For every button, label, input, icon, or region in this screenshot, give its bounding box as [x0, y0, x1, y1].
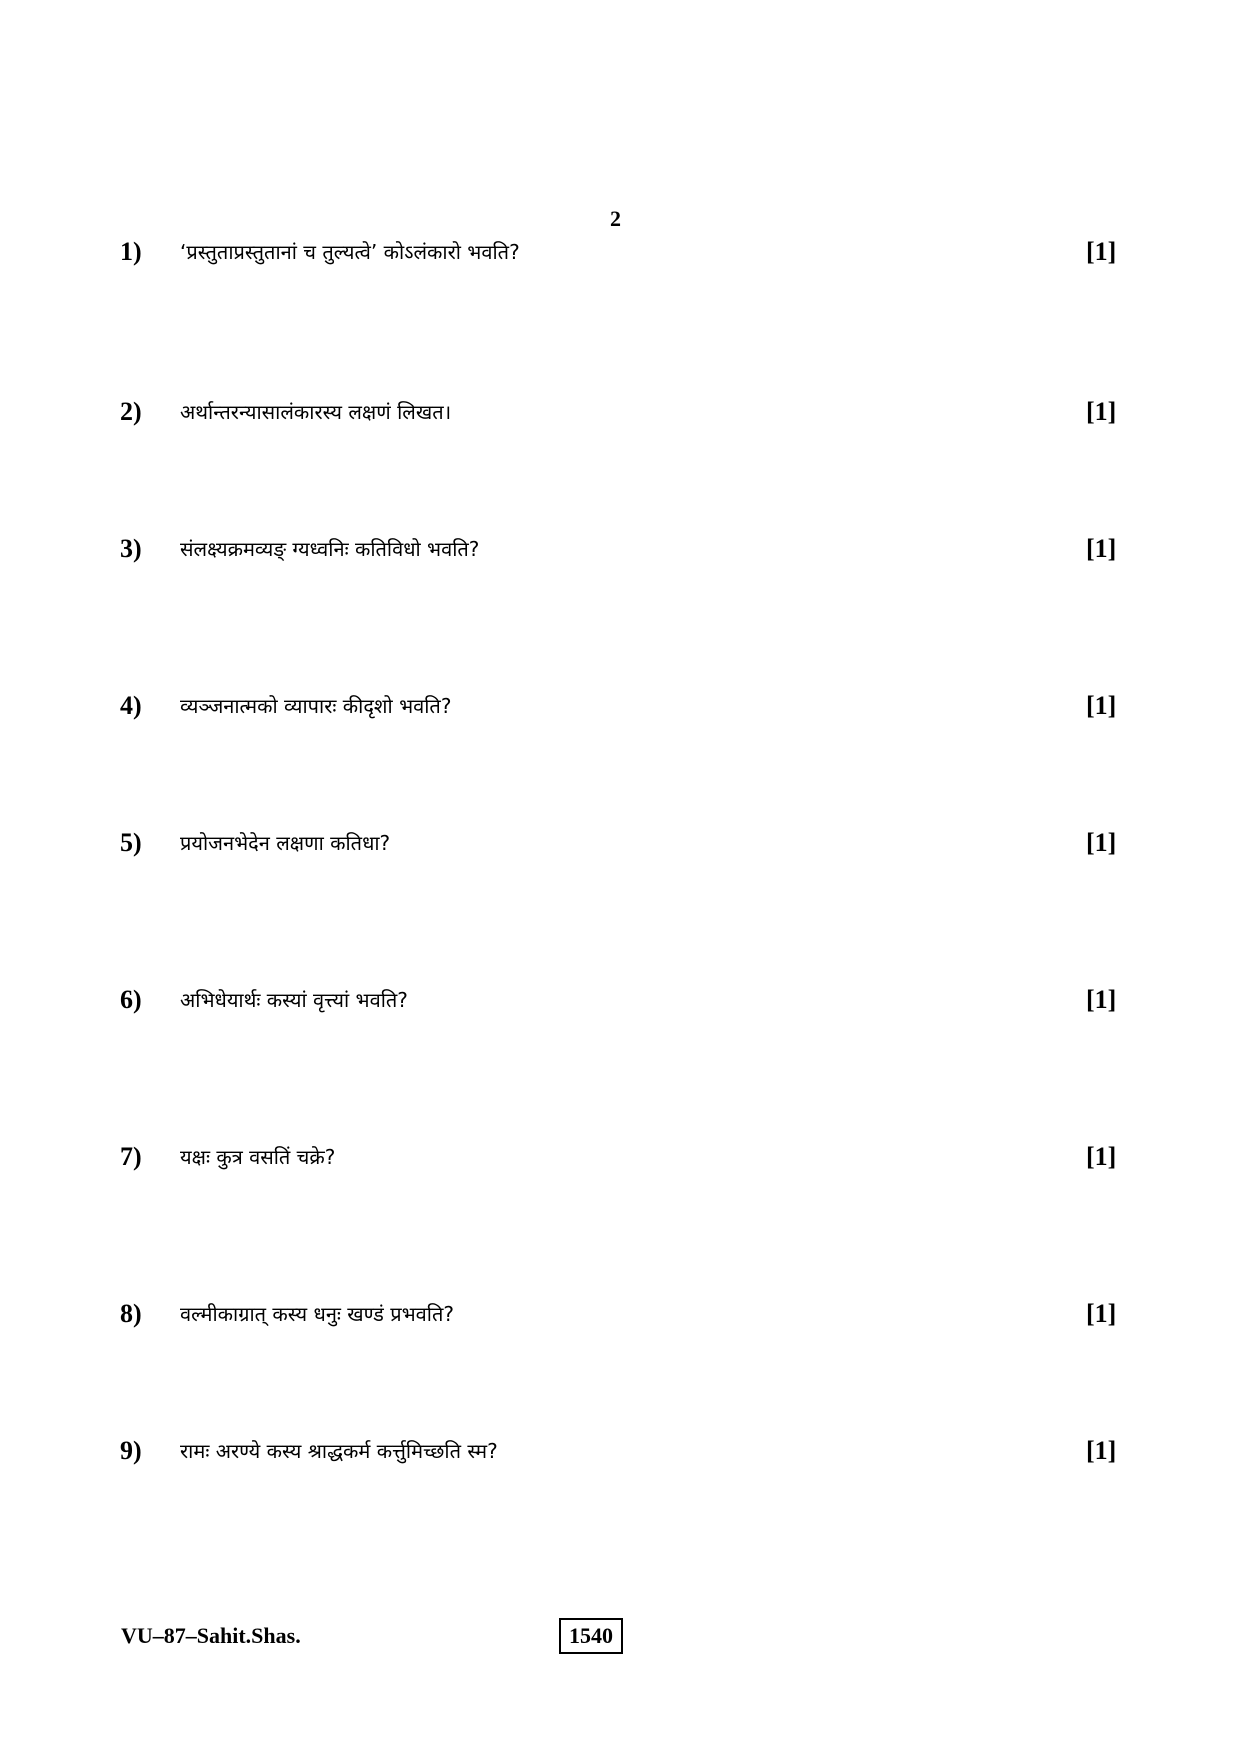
question-number: 4) — [120, 691, 142, 720]
question-8 — [0, 1294, 1241, 1334]
question-text: व्यञ्जनात्मको व्यापारः कीदृशो भवति? — [180, 694, 452, 718]
question-text: रामः अरण्ये कस्य श्राद्धकर्म कर्त्तुमिच्छति स्म? — [180, 1439, 498, 1463]
question-text: अभिधेयार्थः कस्यां वृत्त्यां भवति? — [180, 988, 408, 1012]
question-number: 1) — [120, 237, 142, 266]
question-text: ‘प्रस्तुताप्रस्तुतानां च तुल्यत्वे’ कोऽलंकारो भवति? — [180, 240, 520, 264]
question-text: अर्थान्तरन्यासालंकारस्य लक्षणं लिखत। — [180, 400, 452, 424]
question-4 — [0, 686, 1241, 726]
question-marks: [1] — [1086, 828, 1117, 857]
question-1 — [0, 232, 1241, 272]
question-5 — [0, 823, 1241, 863]
question-marks: [1] — [1086, 534, 1117, 563]
question-7 — [0, 1137, 1241, 1177]
question-marks: [1] — [1086, 237, 1117, 266]
question-marks: [1] — [1086, 985, 1117, 1014]
page-number: 2 — [610, 206, 621, 231]
question-number: 6) — [120, 985, 142, 1014]
question-text: वल्मीकाग्रात् कस्य धनुः खण्डं प्रभवति? — [180, 1302, 454, 1326]
footer-box-number: 1540 — [559, 1618, 623, 1654]
question-number: 2) — [120, 397, 142, 426]
question-3 — [0, 529, 1241, 569]
question-marks: [1] — [1086, 1436, 1117, 1465]
question-marks: [1] — [1086, 397, 1117, 426]
footer-paper-code: VU–87–Sahit.Shas. — [121, 1623, 301, 1648]
question-number: 7) — [120, 1142, 142, 1171]
question-number: 5) — [120, 828, 142, 857]
question-number: 3) — [120, 534, 142, 563]
question-2 — [0, 392, 1241, 432]
question-number: 9) — [120, 1436, 142, 1465]
question-marks: [1] — [1086, 1299, 1117, 1328]
question-text: प्रयोजनभेदेन लक्षणा कतिधा? — [180, 831, 391, 855]
question-9 — [0, 1431, 1241, 1471]
question-marks: [1] — [1086, 691, 1117, 720]
question-text: संलक्ष्यक्रमव्यङ् ग्यध्वनिः कतिविधो भवति? — [180, 537, 480, 561]
question-text: यक्षः कुत्र वसतिं चक्रे? — [180, 1145, 336, 1169]
question-marks: [1] — [1086, 1142, 1117, 1171]
question-6 — [0, 980, 1241, 1020]
question-number: 8) — [120, 1299, 142, 1328]
